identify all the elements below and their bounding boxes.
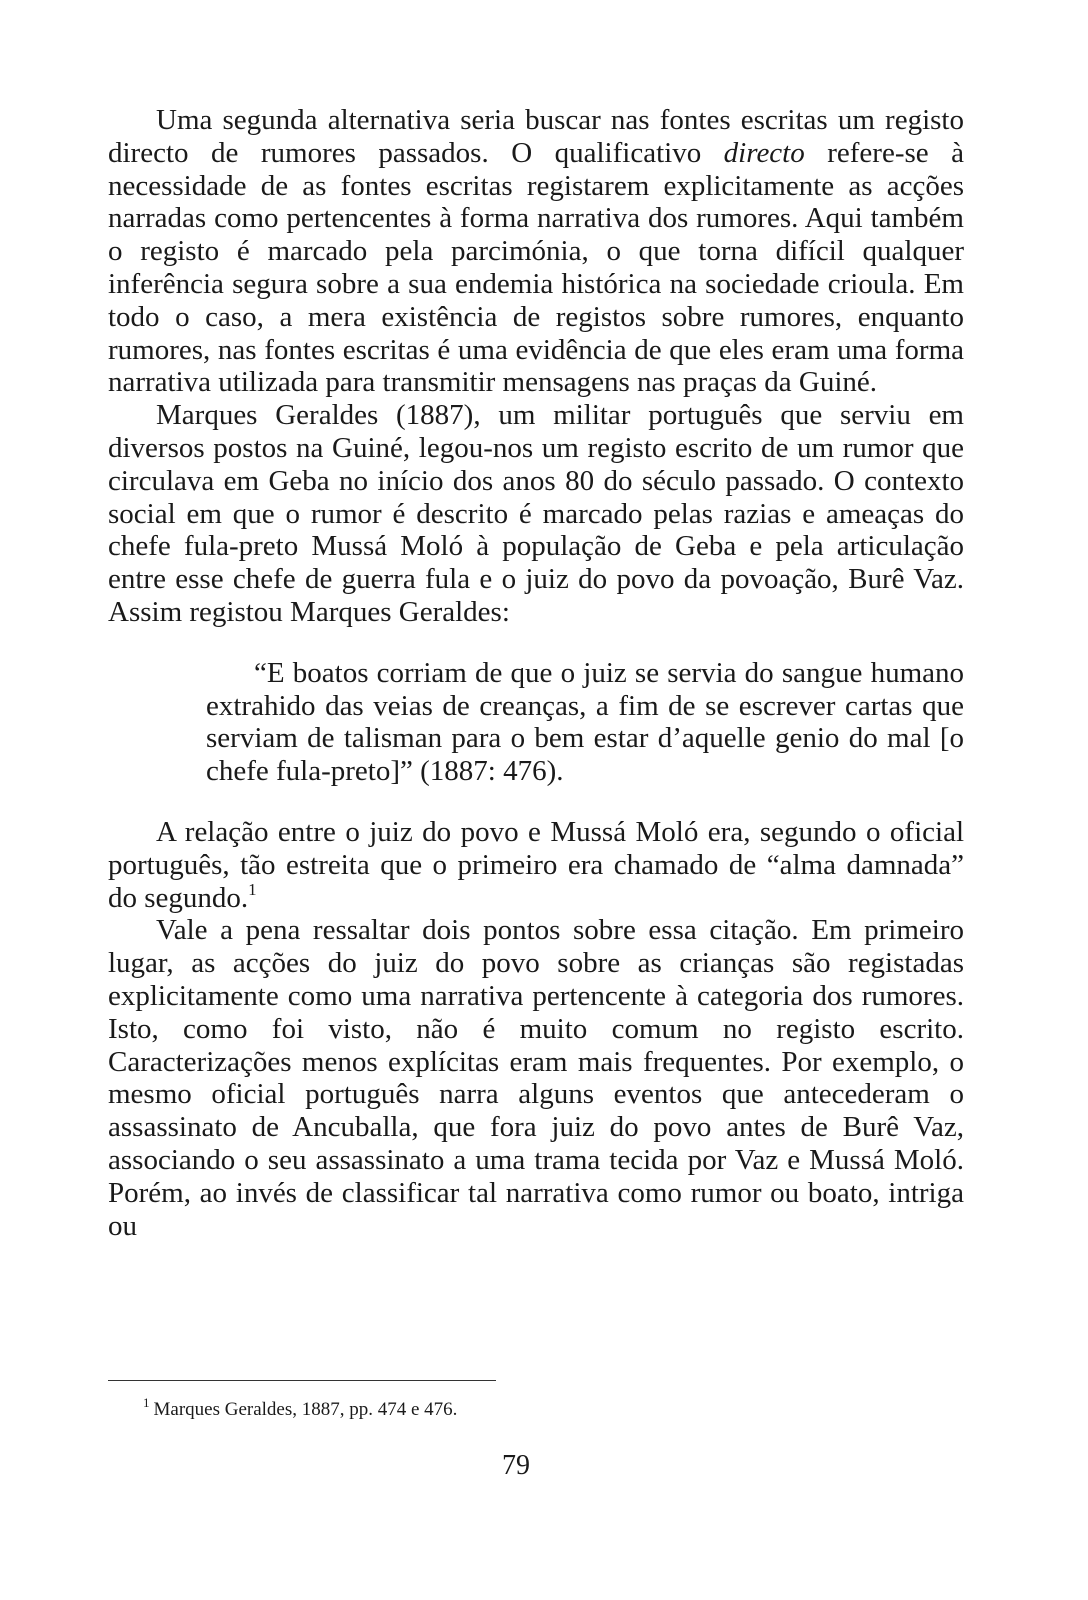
paragraph-3-text: A relação entre o juiz do povo e Mussá Moló era, segundo o oficial português, tão estreita que o primeiro era chamado de “alma damnada” do segundo. bbox=[108, 815, 964, 914]
footnote-marker: 1 bbox=[143, 1395, 150, 1410]
paragraph-2: Marques Geraldes (1887), um militar português que serviu em diversos postos na Guiné, legou-nos um registo escrito de um rumor que circulava em Geba no início dos anos 80 do século passado. O contexto social em que o rumor é descrito é marcado pelas razias e ameaças do chefe fula-preto Mussá Moló à população de Geba e pela articulação entre esse chefe de guerra fula e o juiz do povo da povoação, Burê Vaz. Assim registou Marques Geraldes: bbox=[108, 399, 964, 628]
paragraph-3 bbox=[108, 816, 964, 914]
page-body bbox=[108, 104, 964, 1242]
page-number: 79 bbox=[502, 1450, 530, 1481]
paragraph-4: Vale a pena ressaltar dois pontos sobre essa citação. Em primeiro lugar, as acções do juiz do povo sobre as crianças são registadas explicitamente como uma narrativa pertencente à categoria dos rumores. Isto, como foi visto, não é muito comum no registo escrito. Caracterizações menos explícitas eram mais frequentes. Por exemplo, o mesmo oficial português narra alguns eventos que antecederam o assassinato de Ancuballa, que fora juiz do povo antes de Burê Vaz, associando o seu assassinato a uma trama tecida por Vaz e Mussá Moló. Porém, ao invés de classificar tal narrativa como rumor ou boato, intriga ou bbox=[108, 914, 964, 1242]
paragraph-1-text-end: refere-se à necessidade de as fontes escritas registarem explicitamente as acções narradas como pertencentes à forma narrativa dos rumores. Aqui também o registo é marcado pela parcimónia, o que torna difícil qualquer inferência segura sobre a sua endemia histórica na sociedade crioula. Em todo o caso, a mera existência de registos sobre rumores, enquanto rumores, nas fontes escritas é uma evidência de que eles eram uma forma narrativa utilizada para transmitir mensagens nas praças da Guiné. bbox=[108, 136, 964, 399]
paragraph-1 bbox=[108, 104, 964, 399]
paragraph-1-text-start: Uma segunda alternativa seria buscar nas fontes escritas um registo directo de rumores passados. O qualificativo bbox=[108, 104, 964, 169]
footnote-divider bbox=[108, 1380, 496, 1381]
emphasized-word: directo bbox=[723, 136, 805, 169]
footnote bbox=[143, 1395, 458, 1422]
block-quote: “E boatos corriam de que o juiz se servia do sangue humano extrahido das veias de creanças, a fim de se escrever cartas que serviam de talisman para o bem estar d’aquelle genio do mal [o chefe fula-preto]” (1887: 476). bbox=[206, 656, 964, 788]
footnote-text: Marques Geraldes, 1887, pp. 474 e 476. bbox=[153, 1399, 458, 1420]
footnote-reference[interactable]: 1 bbox=[248, 879, 257, 899]
